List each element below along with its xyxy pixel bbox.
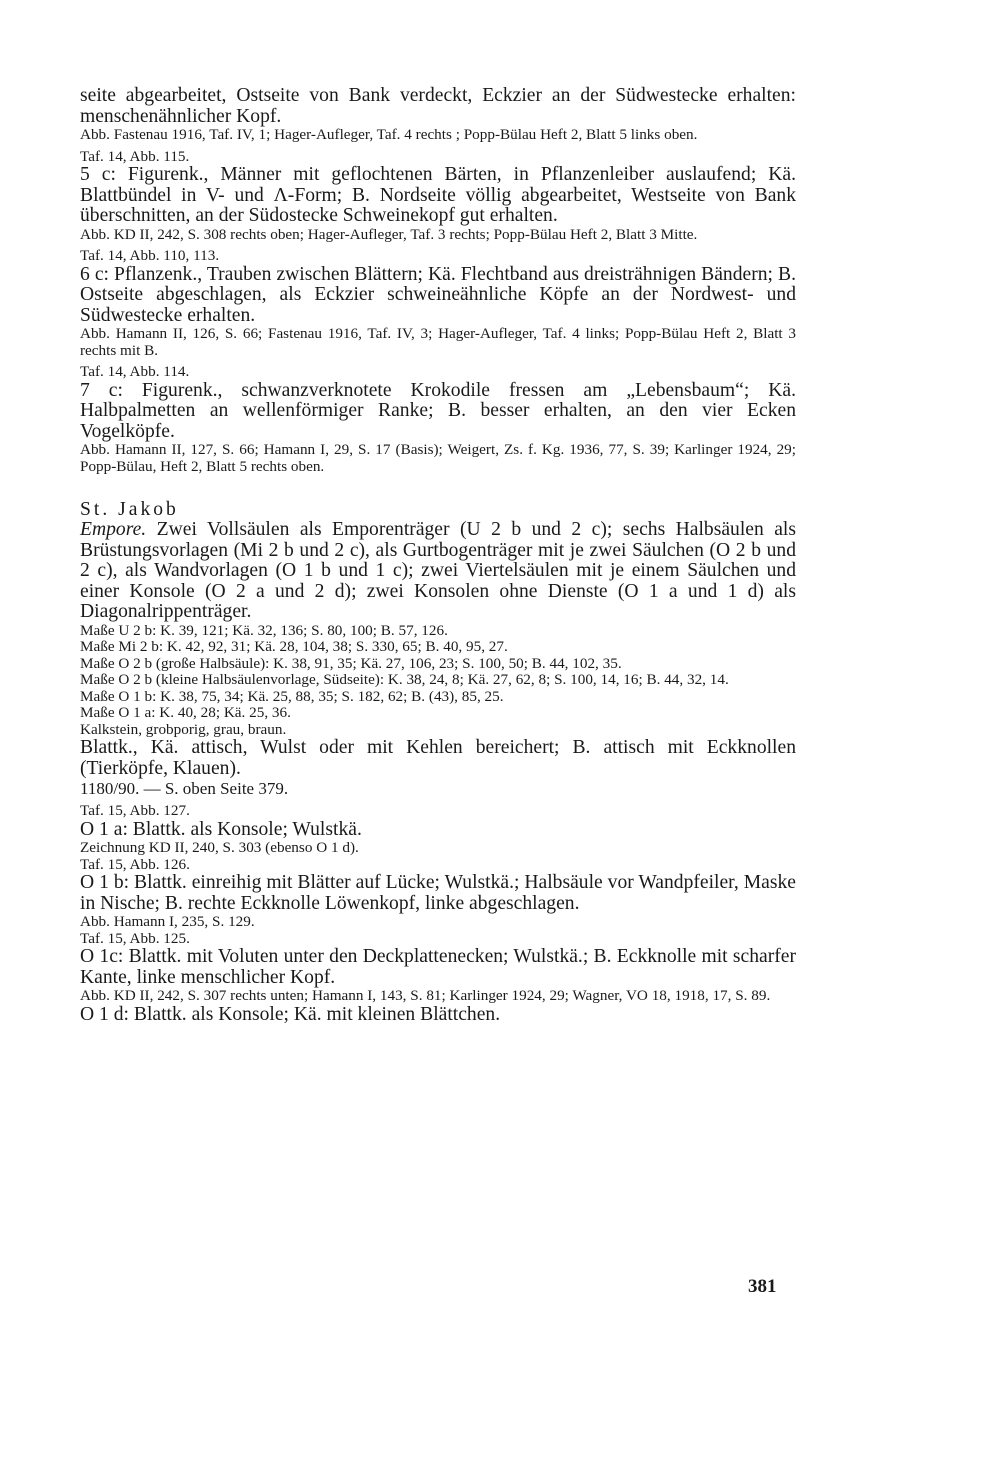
reference-line: Abb. KD II, 242, S. 308 rechts oben; Hager-Aufleger, Taf. 3 rechts; Popp-Bülau Heft 2, Blatt 3 Mitte.	[80, 225, 698, 243]
reference-line: Taf. 14, Abb. 115.	[80, 147, 190, 165]
page-body	[80, 86, 796, 1025]
entry-paragraph: O 1 d: Blattk. als Konsole; Kä. mit kleinen Blättchen.	[80, 1003, 501, 1025]
reference-line: Kalkstein, grobporig, grau, braun.	[80, 720, 287, 738]
reference-line: Abb. Hamann I, 235, S. 129.	[80, 913, 255, 930]
reference-line: Maße O 2 b (kleine Halbsäulenvorlage, Südseite): K. 38, 24, 8; Kä. 27, 62, 8; S. 100, 14, 16; B. 44, 32, 14.	[80, 671, 729, 688]
reference-line: Maße O 2 b (große Halbsäule): K. 38, 91, 35; Kä. 27, 106, 23; S. 100, 50; B. 44, 102, 35.	[80, 654, 622, 672]
entry-paragraph: 6 c: Pflanzenk., Trauben zwischen Blättern; Kä. Flechtband aus dreisträhnigen Bändern; B. Ostseite abgeschlagen, als Eckzier schweineähnliche Köpfe an der Nordwest- und Südwestecke erhalten.	[80, 263, 796, 326]
reference-line: Abb. Hamann II, 127, S. 66; Hamann I, 29, S. 17 (Basis); Weigert, Zs. f. Kg. 1936, 77, S. 39; Karlinger 1924, 29; Popp-Bülau, Heft 2, Blatt 5 rechts oben.	[80, 441, 796, 475]
reference-line: 1180/90. — S. oben Seite 379.	[80, 779, 289, 798]
empore-paragraph	[80, 520, 796, 623]
reference-line: Abb. Fastenau 1916, Taf. IV, 1; Hager-Aufleger, Taf. 4 rechts ; Popp-Bülau Heft 2, Blatt 5 links oben.	[80, 126, 698, 143]
entry-paragraph: seite abgearbeitet, Ostseite von Bank verdeckt, Eckzier an der Südwestecke erhalten: menschenähnlicher Kopf.	[80, 85, 796, 127]
entry-paragraph: 7 c: Figurenk., schwanzverknotete Krokodile fressen am „Lebensbaum“; Kä. Halbpalmetten an wellenförmiger Ranke; B. besser erhalten, an den vier Ecken Vogelköpfe.	[80, 379, 796, 442]
empore-label: Empore.	[80, 519, 147, 540]
reference-line: Zeichnung KD II, 240, S. 303 (ebenso O 1 d).	[80, 839, 359, 856]
entry-paragraph: 5 c: Figurenk., Männer mit geflochtenen Bärten, in Pflanzenleiber auslaufend; Kä. Blattbündel in V- und Λ-Form; B. Nordseite völlig abgearbeitet, Westseite von Bank überschnitten, an der Südostecke Schweinekopf gut erhalten.	[80, 164, 796, 226]
entry-paragraph: Blattk., Kä. attisch, Wulst oder mit Kehlen bereichert; B. attisch mit Eckknollen (Tierköpfe, Klauen).	[80, 737, 796, 779]
entry-paragraph: O 1 b: Blattk. einreihig mit Blätter auf Lücke; Wulstkä.; Halbsäule vor Wandpfeiler, Maske in Nische; B. rechte Eckknolle Löwenkopf, linke abgeschlagen.	[80, 872, 796, 914]
reference-line: Taf. 14, Abb. 114.	[80, 363, 190, 380]
reference-line: Maße U 2 b: K. 39, 121; Kä. 32, 136; S. 80, 100; B. 57, 126.	[80, 621, 448, 639]
text-part-1	[80, 86, 796, 475]
empore-text: Zwei Vollsäulen als Emporenträger (U 2 b und 2 c); sechs Halbsäulen als Brüstungsvorlagen (Mi 2 b und 2 c), als Gurtbogenträger mit je zwei Säulchen (O 2 b und 2 c), als Wandvorlagen (O 1 b und 1 c); zwei Viertelsäulen mit je einem Säulchen und einer Konsole (O 2 a und 2 d); zwei Konsolen ohne Dienste (O 1 a und 1 d) als Diagonalrippenträger.	[80, 519, 796, 622]
reference-line: Maße O 1 b: K. 38, 75, 34; Kä. 25, 88, 35; S. 182, 62; B. (43), 85, 25.	[80, 687, 504, 705]
section-title: St. Jakob	[80, 499, 179, 520]
reference-line: Abb. Hamann II, 126, S. 66; Fastenau 1916, Taf. IV, 3; Hager-Aufleger, Taf. 4 links; Popp-Bülau Heft 2, Blatt 3 rechts mit B.	[80, 325, 796, 359]
reference-line: Taf. 15, Abb. 125.	[80, 929, 190, 947]
text-part-2	[80, 623, 796, 1026]
entry-paragraph: O 1 a: Blattk. als Konsole; Wulstkä.	[80, 818, 362, 840]
reference-line: Taf. 15, Abb. 127.	[80, 802, 190, 819]
reference-line: Abb. KD II, 242, S. 307 rechts unten; Hamann I, 143, S. 81; Karlinger 1924, 29; Wagner, VO 18, 1918, 17, S. 89.	[80, 987, 771, 1004]
entry-paragraph: O 1c: Blattk. mit Voluten unter den Deckplattenecken; Wulstkä.; B. Eckknolle mit scharfer Kante, linke menschlicher Kopf.	[80, 946, 796, 988]
page-number: 381	[748, 1276, 777, 1297]
reference-line: Taf. 14, Abb. 110, 113.	[80, 247, 220, 264]
reference-line: Maße Mi 2 b: K. 42, 92, 31; Kä. 28, 104, 38; S. 330, 65; B. 40, 95, 27.	[80, 638, 508, 655]
reference-line: Taf. 15, Abb. 126.	[80, 855, 190, 873]
reference-line: Maße O 1 a: K. 40, 28; Kä. 25, 36.	[80, 704, 291, 721]
